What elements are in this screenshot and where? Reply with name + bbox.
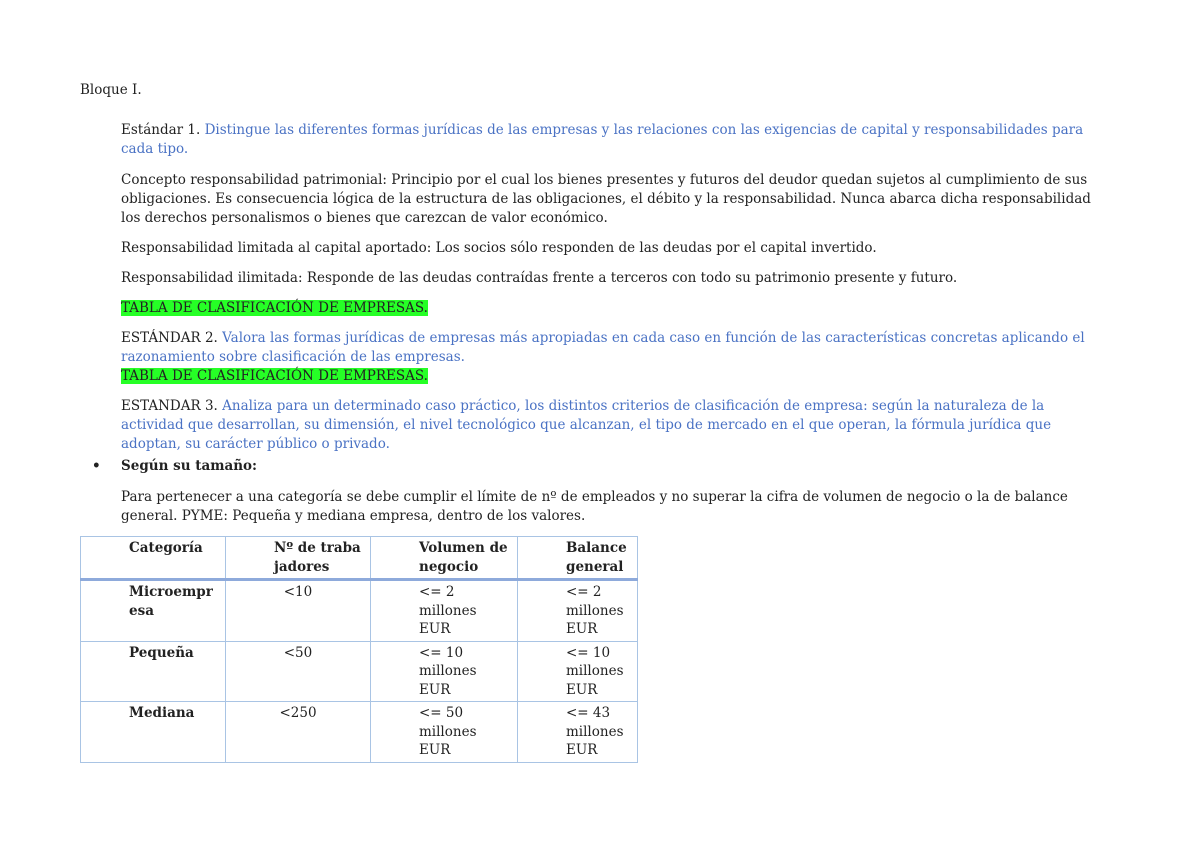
- standard-3-label: ESTANDAR 3.: [121, 398, 218, 414]
- limitada-paragraph: Responsabilidad limitada al capital aportado: Los socios sólo responden de las deudas por el capital invertido.: [121, 240, 877, 256]
- highlighted-text[interactable]: TABLA DE CLASIFICACIÓN DE EMPRESAS.: [121, 300, 428, 316]
- table-cell: Microempresa: [81, 580, 226, 642]
- bullet-text: Según su tamaño:: [121, 458, 258, 474]
- standard-1-label: Estándar 1.: [121, 122, 201, 138]
- table-cell: <10: [226, 580, 371, 642]
- standard-2-text: Valora las formas jurídicas de empresas más apropiadas en cada caso en función de las características concretas aplicando el razonamiento sobre clasificación de las empresas.: [121, 330, 1085, 365]
- company-size-table: [80, 536, 638, 763]
- bullet-icon: •: [92, 458, 101, 474]
- tabla-clasificacion-link-2[interactable]: [121, 367, 1111, 386]
- concepto-paragraph: Concepto responsabilidad patrimonial: Principio por el cual los bienes presentes y futuros del deudor quedan sujetos al cumplimiento de sus obligaciones. Es consecuencia lógica de la estructura de las obligaciones, el débito y la responsabilidad. Nunca abarca dicha responsabilidad los derechos personalismos o bienes que carezcan de valor económico.: [121, 172, 1091, 226]
- table-cell: <= 2 millones EUR: [371, 580, 518, 642]
- table-cell: <= 50 millones EUR: [371, 702, 518, 763]
- table-header-cell: Categoría: [81, 537, 226, 580]
- tabla-clasificacion-link-1[interactable]: [121, 299, 1111, 318]
- standard-2-paragraph: [121, 329, 1111, 367]
- table-header-cell: Volumen de negocio: [371, 537, 518, 580]
- pyme-paragraph: Para pertenecer a una categoría se debe cumplir el límite de nº de empleados y no superar la cifra de volumen de negocio o la de balance general. PYME: Pequeña y mediana empresa, dentro de los valores.: [121, 489, 1068, 524]
- table-cell: <= 10 millones EUR: [371, 641, 518, 702]
- table-row: [81, 641, 638, 702]
- standard-2-label: ESTÁNDAR 2.: [121, 330, 218, 346]
- standard-1-paragraph: [121, 121, 1111, 159]
- document-body: [121, 121, 1111, 454]
- table-cell: Mediana: [81, 702, 226, 763]
- table-cell: Pequeña: [81, 641, 226, 702]
- table-cell: <= 10 millones EUR: [518, 641, 638, 702]
- table-row: [81, 702, 638, 763]
- table-header-cell: Nº de trabajadores: [226, 537, 371, 580]
- highlighted-text[interactable]: TABLA DE CLASIFICACIÓN DE EMPRESAS.: [121, 368, 428, 384]
- table-header-row: [81, 537, 638, 580]
- table-cell: <50: [226, 641, 371, 702]
- table-header-cell: Balance general: [518, 537, 638, 580]
- table-row: [81, 580, 638, 642]
- block-title: Bloque I.: [80, 82, 142, 98]
- standard-3-paragraph: [121, 397, 1111, 454]
- table-cell: <= 43 millones EUR: [518, 702, 638, 763]
- table-cell: <250: [226, 702, 371, 763]
- table-cell: <= 2 millones EUR: [518, 580, 638, 642]
- bullet-item-tamano: [92, 457, 257, 476]
- standard-3-text: Analiza para un determinado caso práctico, los distintos criterios de clasificación de empresa: según la naturaleza de la actividad que desarrollan, su dimensión, el nivel tecnológico que alcanzan, el tipo de mercado en el que operan, la fórmula jurídica que adoptan, su carácter público o privado.: [121, 398, 1052, 452]
- standard-1-text: Distingue las diferentes formas jurídicas de las empresas y las relaciones con las exigencias de capital y responsabilidades para cada tipo.: [121, 122, 1084, 157]
- ilimitada-paragraph: Responsabilidad ilimitada: Responde de las deudas contraídas frente a terceros con todo su patrimonio presente y futuro.: [121, 270, 958, 286]
